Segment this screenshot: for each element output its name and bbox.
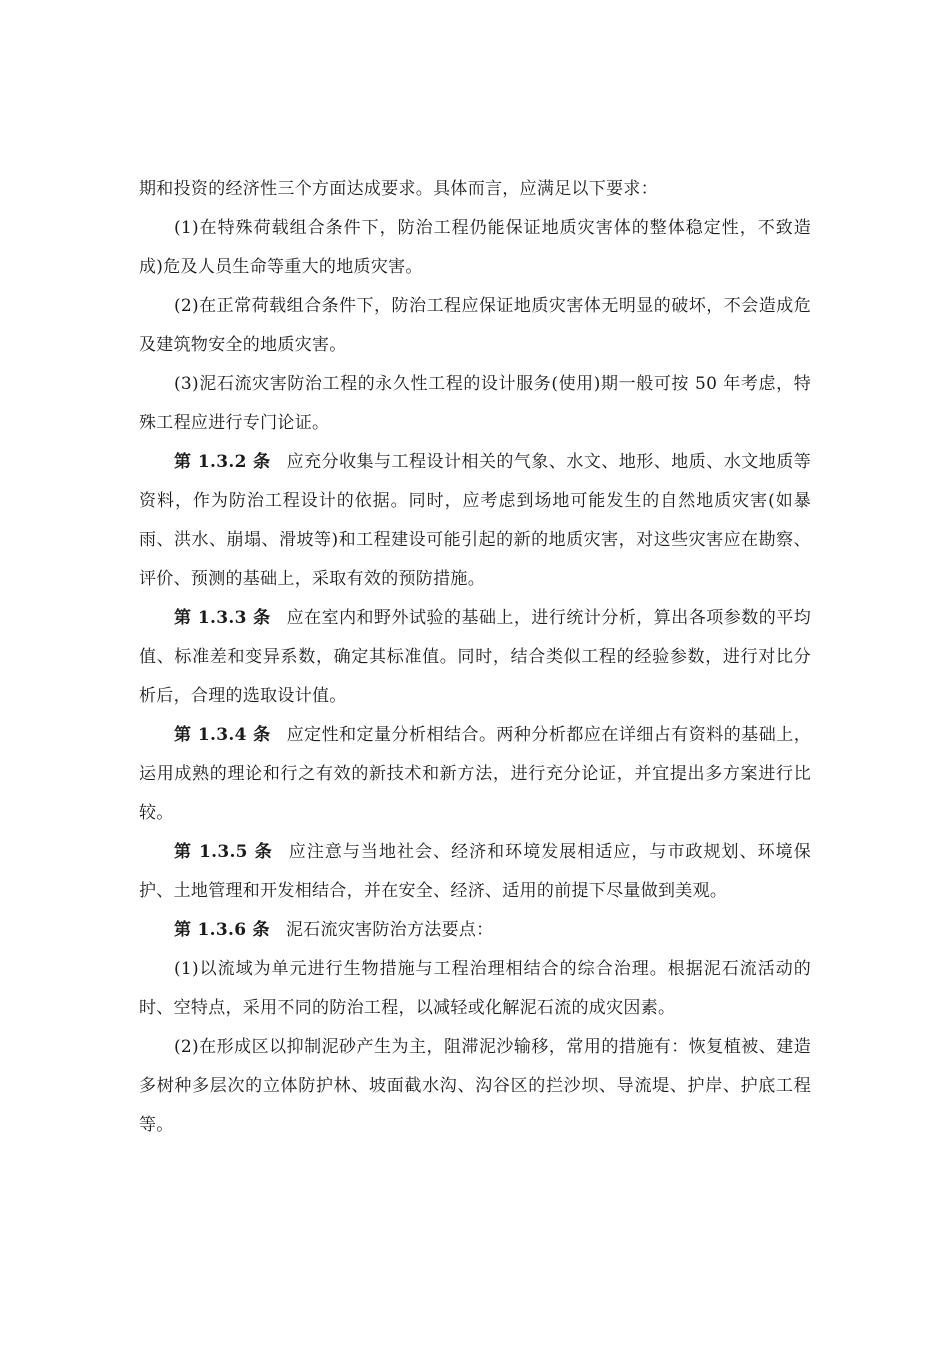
paragraph [139,170,811,209]
paragraph [139,950,811,1028]
paragraph [139,365,811,443]
article-label: 第 1.3.2 条 [174,452,271,472]
paragraph-text: (1)以流域为单元进行生物措施与工程治理相结合的综合治理。根据泥石流活动的时、空特点，采用不同的防治工程，以减轻或化解泥石流的成灾因素。 [139,959,811,1018]
article-label: 第 1.3.4 条 [174,725,271,745]
article-paragraph [139,833,811,911]
paragraph [139,209,811,287]
paragraph-text: 泥石流灾害防治方法要点： [285,920,494,940]
paragraph [139,1028,811,1145]
paragraph-text: (1)在特殊荷载组合条件下，防治工程仍能保证地质灾害体的整体稳定性，不致造成)危及人员生命等重大的地质灾害。 [139,218,811,277]
article-label: 第 1.3.5 条 [174,842,273,862]
paragraph-text: 应定性和定量分析相结合。两种分析都应在详细占有资料的基础上，运用成熟的理论和行之有效的新技术和新方法，进行充分论证，并宜提出多方案进行比较。 [139,725,811,823]
document-body [139,170,811,1145]
paragraph-text: (3)泥石流灾害防治工程的永久性工程的设计服务(使用)期一般可按 50 年考虑，特殊工程应进行专门论证。 [139,374,811,433]
paragraph [139,287,811,365]
article-paragraph [139,443,811,599]
paragraph-text: 应注意与当地社会、经济和环境发展相适应，与市政规划、环境保护、土地管理和开发相结合，并在安全、经济、适用的前提下尽量做到美观。 [139,842,811,901]
paragraph-text: 应在室内和野外试验的基础上，进行统计分析，算出各项参数的平均值、标准差和变异系数，确定其标准值。同时，结合类似工程的经验参数，进行对比分析后，合理的选取设计值。 [139,608,811,706]
article-paragraph [139,599,811,716]
paragraph-text: (2)在形成区以抑制泥砂产生为主，阻滞泥沙输移，常用的措施有：恢复植被、建造多树种多层次的立体防护林、坡面截水沟、沟谷区的拦沙坝、导流堤、护岸、护底工程等。 [139,1037,811,1135]
article-paragraph [139,716,811,833]
article-label: 第 1.3.3 条 [174,608,271,628]
paragraph-text: 应充分收集与工程设计相关的气象、水文、地形、地质、水文地质等资料，作为防治工程设计的依据。同时，应考虑到场地可能发生的自然地质灾害(如暴雨、洪水、崩塌、滑坡等)和工程建设可能引起的新的地质灾害，对这些灾害应在勘察、评价、预测的基础上，采取有效的预防措施。 [139,452,811,589]
article-paragraph [139,911,811,950]
paragraph-text: (2)在正常荷载组合条件下，防治工程应保证地质灾害体无明显的破坏，不会造成危及建筑物安全的地质灾害。 [139,296,811,355]
article-label: 第 1.3.6 条 [174,920,270,940]
paragraph-text: 期和投资的经济性三个方面达成要求。具体而言，应满足以下要求： [139,179,658,199]
